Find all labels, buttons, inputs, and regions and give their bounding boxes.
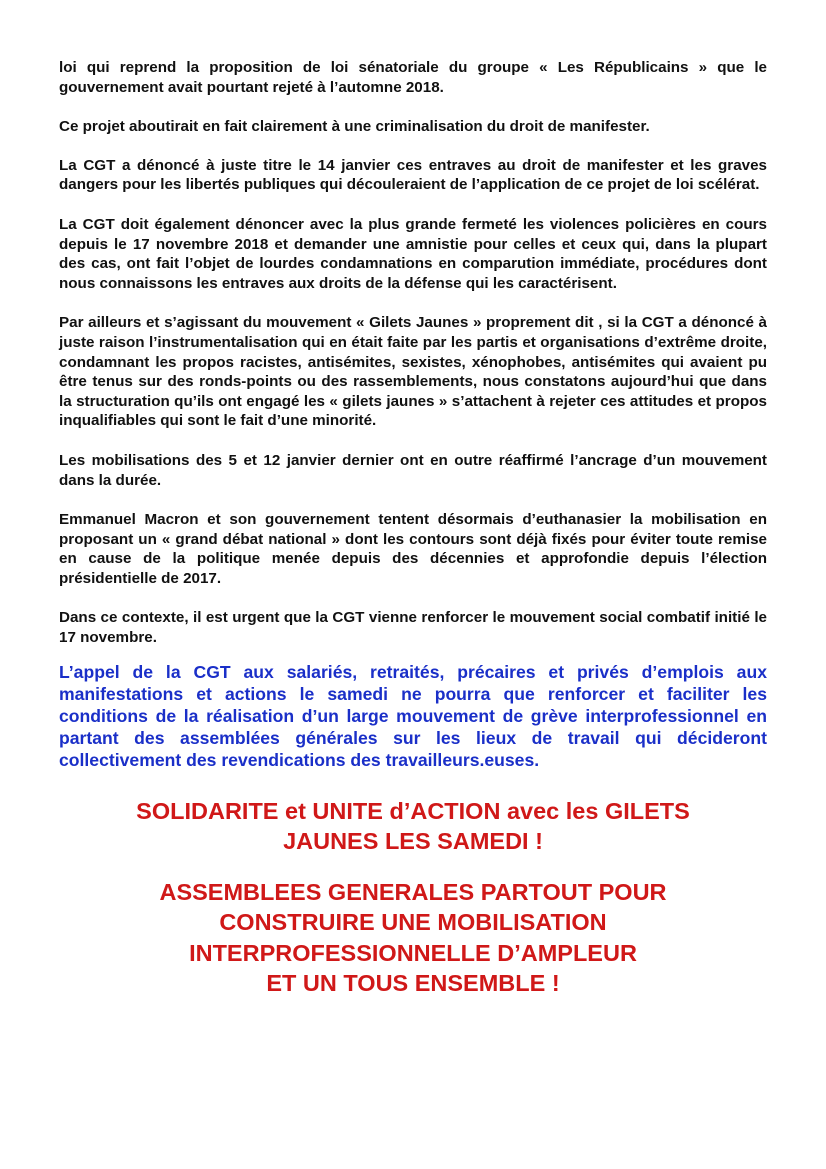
slogan-solidarite-line-2: JAUNES LES SAMEDI !	[283, 828, 543, 855]
paragraph-grand-debat: Emmanuel Macron et son gouvernement tentent désormais d’euthanasier la mobilisation en proposant un « grand débat national » dont les contours sont déjà fixés pour éviter toute remise en cause de la politique menée depuis des décennies et approfondie depuis l’élection présidentielle de 2017.	[59, 511, 767, 587]
slogan-solidarite-line-1: SOLIDARITE et UNITE d’ACTION avec les GILETS	[136, 797, 690, 824]
paragraph-loi-senatoriale: loi qui reprend la proposition de loi sénatoriale du groupe « Les Républicains » que le gouvernement avait pourtant rejeté à l’automne 2018.	[59, 59, 767, 96]
callout-appel-cgt: L’appel de la CGT aux salariés, retraités, précaires et privés d’emplois aux manifestations et actions le samedi ne pourra que renforcer et faciliter les conditions de la réalisation d’un large mouvement de grève interprofessionnel en partant des assemblées générales sur les lieux de travail qui décideront collectivement des revendications des travailleurs.euses.	[59, 661, 767, 770]
paragraph-violences-policieres: La CGT doit également dénoncer avec la plus grande fermeté les violences policières en cours depuis le 17 novembre 2018 et demander une amnistie pour celles et ceux qui, dans la plupart des cas, ont fait l’objet de lourdes condamnations en comparution immédiate, procédures dont nous connaissons les entraves aux droits de la défense qui les caractérisent.	[59, 215, 767, 292]
slogan-assemblees	[59, 877, 767, 999]
slogan-assemblees-line-1: ASSEMBLEES GENERALES PARTOUT POUR	[159, 878, 667, 905]
paragraph-criminalisation: Ce projet aboutirait en fait clairement à une criminalisation du droit de manifester.	[59, 118, 650, 136]
slogan-assemblees-line-4: ET UN TOUS ENSEMBLE !	[266, 970, 560, 997]
slogan-solidarite	[59, 796, 767, 857]
slogan-assemblees-line-3: INTERPROFESSIONNELLE D’AMPLEUR	[189, 939, 637, 966]
paragraph-gilets-jaunes: Par ailleurs et s’agissant du mouvement « Gilets Jaunes » proprement dit , si la CGT a dénoncé à juste raison l’instrumentalisation qui en était faite par les partis et organisations d’extrême droite, condamnant les propos racistes, antisémites, sexistes, xénophobes, antisémites qui avaient pu être tenus sur des ronds-points ou des rassemblements, nous constatons aujourd’hui que dans la structuration qu’ils ont engagé les « gilets jaunes » s’attachent à rejeter ces attitudes et propos inqualifiables qui sont le fait d’une minorité.	[59, 314, 767, 430]
paragraph-cgt-14-janvier: La CGT a dénoncé à juste titre le 14 janvier ces entraves au droit de manifester et les graves dangers pour les libertés publiques qui découleraient de l’application de ce projet de loi scélérat.	[59, 156, 767, 194]
slogan-assemblees-line-2: CONSTRUIRE UNE MOBILISATION	[219, 909, 607, 936]
paragraph-mobilisations-janvier: Les mobilisations des 5 et 12 janvier dernier ont en outre réaffirmé l’ancrage d’un mouvement dans la durée.	[59, 451, 767, 489]
document-page	[59, 58, 767, 999]
paragraph-contexte: Dans ce contexte, il est urgent que la CGT vienne renforcer le mouvement social combatif initié le 17 novembre.	[59, 609, 767, 647]
